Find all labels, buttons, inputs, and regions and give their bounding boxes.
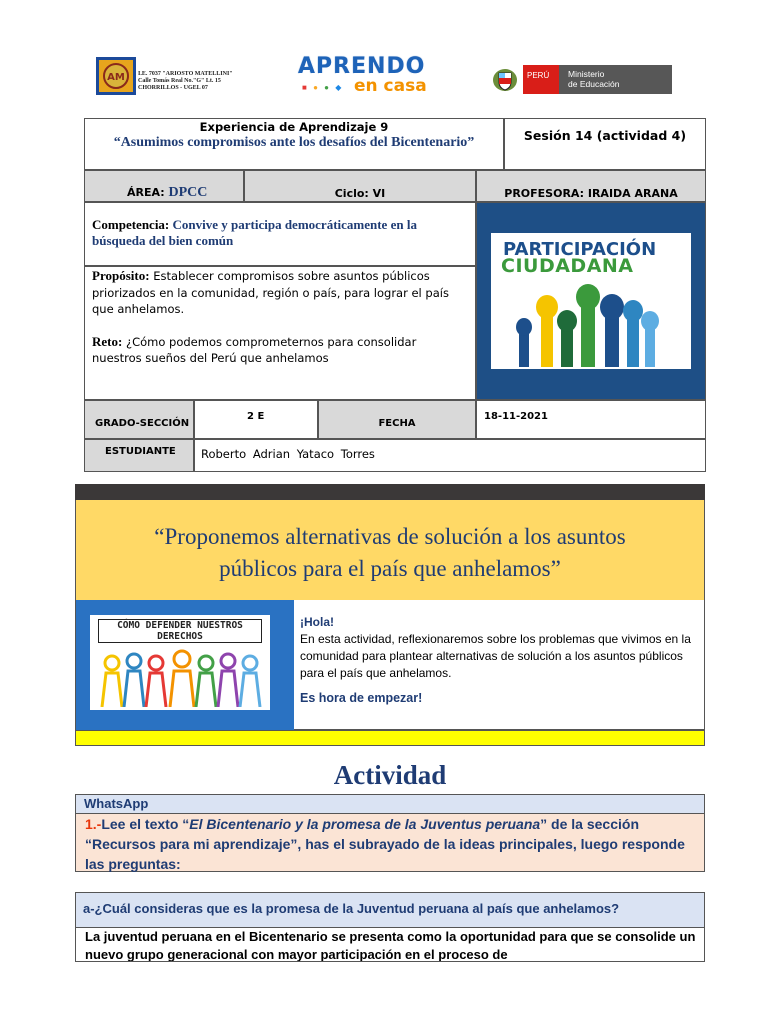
competencia-value: Convive y participa democráticamente en la búsqueda del bien común (92, 217, 417, 248)
question-a-text: a-¿Cuál consideras que es la promesa de la Juventud peruana al país que anhelamos? (83, 901, 620, 916)
experiencia-label: Experiencia de Aprendizaje 9 (199, 120, 389, 134)
fecha-value: 18-11-2021 (484, 411, 548, 422)
estudiante-label: ESTUDIANTE (105, 446, 176, 457)
svg-text:AM: AM (107, 72, 125, 83)
image-title-line1: PARTICIPACIÓN (503, 239, 657, 260)
actividad-title: Actividad (333, 760, 447, 790)
proposito-label: Propósito: (92, 268, 150, 283)
dark-divider (75, 484, 705, 500)
proposito-value: Establecer compromisos sobre asuntos públicos priorizados en la comunidad, región o país, para lograr el país que anhelamos. (92, 269, 449, 316)
estudiante-label-cell (84, 439, 194, 472)
intro-paragraph: En esta actividad, reflexionaremos sobre los problemas que vivimos en la comunidad para plantear alternativas de solución a los asuntos públicos para el país que anhelamos. (300, 632, 691, 680)
reto-value: ¿Cómo podemos comprometernos para consolidar nuestros sueños del Perú que anhelamos (92, 334, 417, 365)
intro-section (75, 600, 705, 730)
image-title-line2: CIUDADANA (501, 255, 634, 277)
grado-value-cell (194, 400, 318, 439)
yellow-divider (75, 730, 705, 746)
peru-label: PERÚ (523, 65, 559, 94)
area-value: DPCC (168, 185, 208, 200)
competencia-label: Competencia: (92, 217, 170, 232)
question-a (75, 892, 705, 928)
step-text-post: ” de la sección “Recursos para mi aprendizaje”, has el subrayado de la ideas principales, luego responde las preguntas: (85, 816, 685, 872)
sesion-label: Sesión 14 (actividad 4) (523, 128, 687, 143)
school-name: I.E. 7037 "ARIOSTO MATELLINI" Calle Tomás Real No."G" Lt. 15 CHORRILLOS - UGEL 07 (138, 71, 233, 91)
aprendo-text: APRENDO (298, 54, 426, 79)
whatsapp-label: WhatsApp (84, 796, 149, 811)
banner-title: “Proponemos alternativas de solución a los asuntos públicos para el país que anhelamos” (154, 524, 626, 581)
area-cell (84, 170, 244, 202)
fecha-label: FECHA (378, 418, 416, 429)
step-1-instructions (75, 814, 705, 872)
step-text-pre: Lee el texto “ (101, 816, 190, 832)
fecha-value-cell (476, 400, 706, 439)
experiencia-cell (84, 118, 504, 170)
answer-a-text: La juventud peruana en el Bicentenario se presenta como la oportunidad para que se consolide un nuevo grupo generacional con mayor participación en el proceso de (85, 929, 696, 962)
en-casa-text: en casa (354, 76, 427, 96)
ministerio-label: Ministerio de Educación (559, 65, 672, 94)
como-defender-image (76, 600, 294, 730)
peru-shield-icon (492, 66, 518, 92)
grado-label: GRADO-SECCIÓN (95, 418, 190, 429)
experiencia-title: “Asumimos compromisos ante los desafíos del Bicentenario” (113, 135, 475, 150)
profesora-label: PROFESORA: IRAIDA ARANA (504, 187, 678, 200)
people-group-icon (98, 649, 262, 707)
whatsapp-header (75, 794, 705, 814)
greeting: ¡Hola! (300, 615, 334, 629)
start-text: Es hora de empezar! (300, 691, 423, 705)
proposito-cell (84, 266, 476, 400)
estudiante-value: Roberto Adrian Yataco Torres (201, 447, 375, 461)
reto-label: Reto: (92, 333, 123, 349)
step-number: 1.- (85, 816, 102, 832)
competencia-cell (84, 202, 476, 266)
intro-text (300, 614, 700, 707)
estudiante-value-cell (194, 439, 706, 472)
participacion-ciudadana-image (476, 202, 706, 400)
area-label: ÁREA: (127, 186, 165, 199)
image-caption: CÓMO DEFENDER NUESTROS DERECHOS (98, 619, 262, 643)
answer-a (75, 928, 705, 962)
grado-label-cell (84, 400, 194, 439)
profesora-cell (476, 170, 706, 202)
activity-banner (75, 500, 705, 600)
step-text-title: El Bicentenario y la promesa de la Juventus peruana (189, 816, 541, 832)
grado-value: 2 E (247, 411, 265, 422)
sesion-cell (504, 118, 706, 170)
aprendo-en-casa-logo (298, 56, 438, 96)
dots-icon: ■ ● ● ◆ (302, 83, 344, 92)
ciclo-label: Ciclo: VI (334, 187, 386, 200)
raised-hands-icon (511, 281, 671, 367)
ciclo-cell (244, 170, 476, 202)
fecha-label-cell (318, 400, 476, 439)
